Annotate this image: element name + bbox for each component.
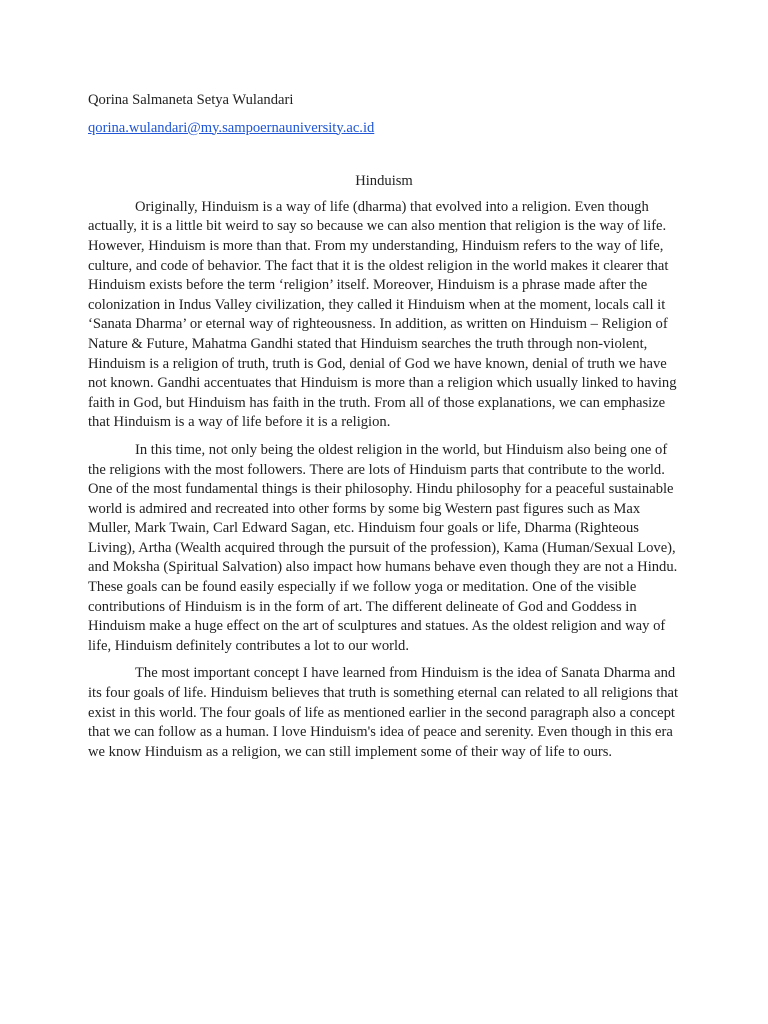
author-name: Qorina Salmaneta Setya Wulandari — [88, 92, 294, 108]
document-body — [88, 91, 680, 770]
paragraph-3: The most important concept I have learned from Hinduism is the idea of Sanata Dharma and its four goals of life. Hinduism believes that truth is something eternal can related to all religions that exist in this world. The four goals of life as mentioned earlier in the second paragraph also a concept that we can follow as a human. I love Hinduism's idea of peace and serenity. Even though in this era we know Hinduism as a religion, we can still implement some of their way of life to ours. — [88, 665, 679, 760]
document-title: Hinduism — [355, 173, 413, 190]
author-email-link[interactable]: qorina.wulandari@my.sampoernauniversity.ac.id — [88, 119, 375, 136]
paragraph-2: In this time, not only being the oldest religion in the world, but Hinduism also being one of the religions with the most followers. There are lots of Hinduism parts that contribute to the world. One of the most fundamental things is their philosophy. Hindu philosophy for a peaceful sustainable world is admired and recreated into other forms by some big Western past figures such as Max Muller, Mark Twain, Carl Edward Sagan, etc. Hinduism four goals or life, Dharma (Righteous Living), Artha (Wealth acquired through the pursuit of the profession), Kama (Human/Sexual Love), and Moksha (Spiritual Salvation) also impact how humans behave even though they are not a Hindu. These goals can be found easily especially if we follow yoga or meditation. One of the visible contributions of Hinduism is in the form of art. The different delineate of God and Goddess in Hinduism make a huge effect on the art of sculptures and statues. As the oldest religion and way of life, Hinduism definitely contributes a lot to our world. — [88, 441, 678, 654]
paragraph-1: Originally, Hinduism is a way of life (dharma) that evolved into a religion. Even though actually, it is a little bit weird to say so because we can also mention that religion is the way of life. However, Hinduism is more than that. From my understanding, Hinduism refers to the way of life, culture, and code of behavior. The fact that it is the oldest religion in the world makes it clearer that Hinduism exists before the term ‘religion’ itself. Moreover, Hinduism is a phrase made after the colonization in Indus Valley civilization, they called it Hinduism when at the moment, locals call it ‘Sanata Dharma’ or eternal way of righteousness. In addition, as written on Hinduism – Religion of Nature & Future, Mahatma Gandhi stated that Hinduism searches the truth through non-violent, Hinduism is a religion of truth, truth is God, denial of God we have known, denial of truth we have not known. Gandhi accentuates that Hinduism is more than a religion which usually linked to having faith in God, but Hinduism has faith in the truth. From all of those explanations, we can emphasize that Hinduism is a way of life before it is a religion. — [88, 198, 677, 431]
